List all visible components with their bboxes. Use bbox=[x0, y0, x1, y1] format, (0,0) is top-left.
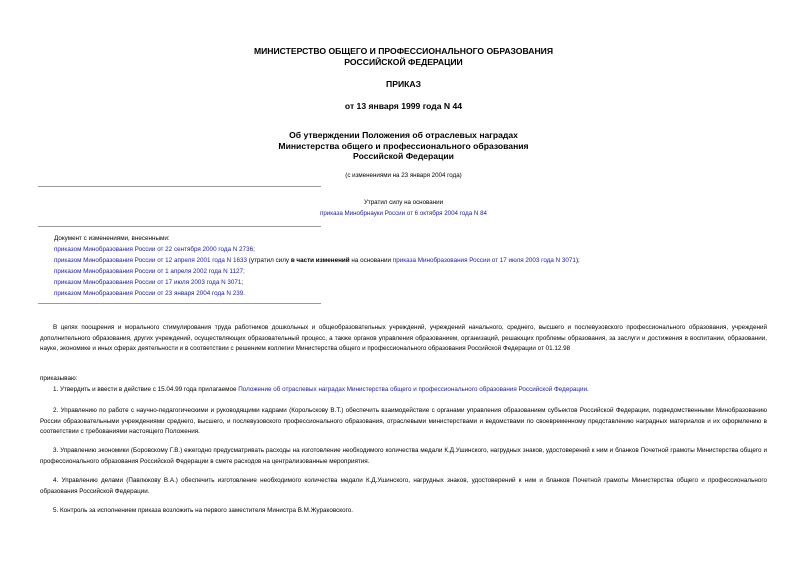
change-link-3071[interactable]: приказом Минобразования России от 17 июля 2003 года N 3071; bbox=[54, 279, 244, 287]
lost-force-link[interactable]: приказа Минобрнауки России от 6 октября 2004 года N 84 bbox=[320, 210, 487, 217]
divider-changes-top bbox=[38, 226, 321, 227]
p1-end: . bbox=[586, 386, 589, 393]
paragraph-4 bbox=[40, 476, 767, 497]
change-note-end: ); bbox=[575, 257, 580, 265]
document-title-line2: Министерства общего и профессионального образования bbox=[278, 141, 529, 151]
orders-text: приказываю: bbox=[40, 375, 78, 382]
p3-text: 3. Управлению экономики (Боровскому Г.В.) ежегодно предусматривать расходы на изготовление необходимого количества медали К.Д.Ушинского, нагрудных знаков, удостоверений к ним и бланков Почетной грамоты Министерства общего и профессионального образования Российской Федерации в смете расходов на централизованные мероприятия. bbox=[40, 447, 767, 465]
change-link-2736[interactable]: приказом Минобразования России от 22 сентября 2000 года N 2736; bbox=[54, 246, 255, 254]
changes-item bbox=[54, 288, 774, 299]
preamble-paragraph bbox=[40, 323, 767, 355]
paragraph-3 bbox=[40, 446, 767, 467]
ministry-name-line1: МИНИСТЕРСТВО ОБЩЕГО И ПРОФЕССИОНАЛЬНОГО ОБРАЗОВАНИЯ bbox=[253, 46, 554, 56]
amendments-note: (с изменениями на 23 января 2004 года) bbox=[345, 172, 462, 179]
ministry-name-line2: РОССИЙСКОЙ ФЕДЕРАЦИИ bbox=[344, 57, 463, 67]
changes-list bbox=[54, 233, 774, 300]
paragraph-5 bbox=[40, 506, 767, 517]
p2-text: 2. Управлению по работе с научно-педагогическими и руководящими кадрами (Корольскову В.Т.) обеспечить взаимодействие с органами управления образованием субъектов Российской Федерации, подведомственными Минобразованию России образовательными учреждениями среднего, высшего, и послевузовского профессионального образования, отраслевыми министерствами и ведомствами по своевременному представлению наградных материалов и их оформлению в соответствии с требованиями настоящего Положения. bbox=[40, 407, 767, 436]
changes-item bbox=[54, 255, 774, 266]
change-link-239[interactable]: приказом Минобразования России от 23 января 2004 года N 239. bbox=[54, 290, 245, 298]
change-link-1633[interactable]: приказом Минобразования России от 12 апреля 2001 года N 1633 bbox=[54, 257, 247, 265]
change-link-1127[interactable]: приказом Минобразования России от 1 апреля 2002 года N 1127; bbox=[54, 268, 245, 276]
document-title-line1: Об утверждении Положения об отраслевых наградах bbox=[289, 130, 518, 140]
document-type: ПРИКАЗ bbox=[386, 79, 421, 89]
paragraph-2 bbox=[40, 406, 767, 438]
p4-text: 4. Управлению делами (Павлюкову В.А.) обеспечить изготовление необходимого количества медали К.Д.Ушинского, нагрудных знаков, удостоверений к ним и бланков Почетной грамоты Министерства общего и профессионального образования Российской Федерации. bbox=[40, 477, 767, 495]
changes-item bbox=[54, 277, 774, 288]
change-note-text-2: на основании bbox=[349, 257, 393, 265]
p1-text: 1. Утвердить и ввести в действие с 15.04.99 года прилагаемое bbox=[53, 386, 239, 393]
regulation-link[interactable]: Положение об отраслевых наградах Министерства общего и профессионального образования Российской Федерации bbox=[238, 386, 587, 393]
document-title-line3: Российской Федерации bbox=[353, 151, 454, 161]
p5-text: 5. Контроль за исполнением приказа возложить на первого заместителя Министра В.М.Жураковского. bbox=[53, 507, 353, 514]
lost-force-text: Утратил силу на основании bbox=[363, 199, 444, 206]
change-link-3071-ref[interactable]: приказа Минобразования России от 17 июля 2003 года N 3071 bbox=[392, 257, 576, 265]
change-note-text: (утратил силу bbox=[247, 257, 291, 265]
changes-item bbox=[54, 244, 774, 255]
orders-paragraph bbox=[40, 374, 767, 385]
paragraph-1 bbox=[40, 385, 767, 396]
document-date-number: от 13 января 1999 года N 44 bbox=[344, 101, 463, 111]
changes-item bbox=[54, 266, 774, 277]
divider-changes-bottom bbox=[38, 303, 321, 304]
change-note-bold: в части изменений bbox=[290, 257, 350, 265]
divider-top bbox=[38, 186, 321, 187]
changes-intro: Документ с изменениями, внесенными: bbox=[54, 235, 170, 242]
preamble-text: В целях поощрения и морального стимулирования труда работников дошкольных и общеобразовательных учреждений, учреждений начального, среднего, высшего и послевузовского профессионального образования, учреждений дополнительного образования, других учреждений, осуществляющих образовательный процесс, а также органов управления образованием, организаций, решающих проблемы образования, за заслуги и достижения в воспитании, образовании, науке, экономике и иных сферах деятельности и в соответствии с решением коллегии Министерства общего и профессионального образования Российской Федерации от 01.12.98 bbox=[40, 324, 767, 353]
